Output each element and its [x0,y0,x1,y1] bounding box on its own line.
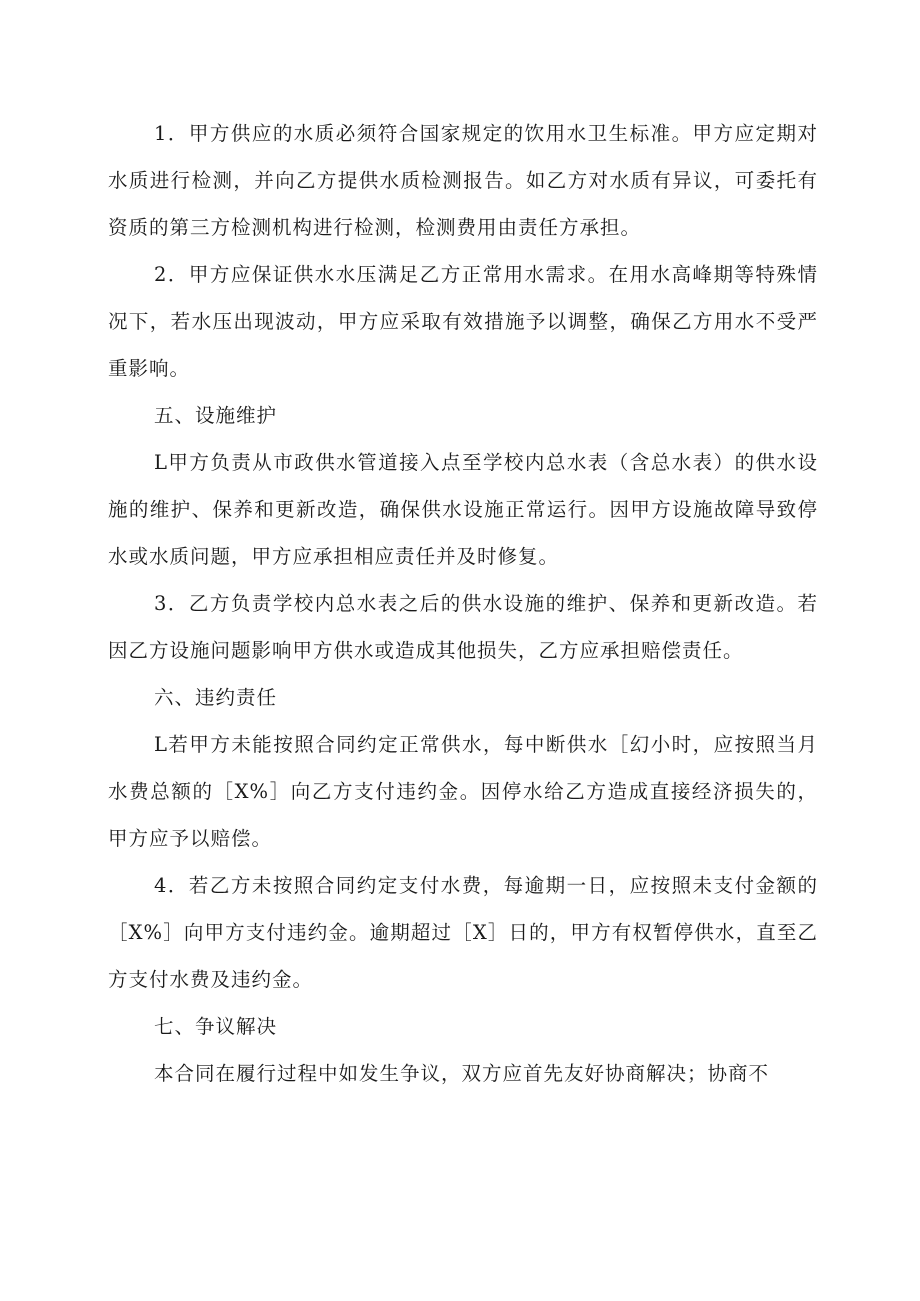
clause-party-b-maintenance: 3．乙方负责学校内总水表之后的供水设施的维护、保养和更新改造。若因乙方设施问题影响甲方供水或造成其他损失，乙方应承担赔偿责任。 [108,592,818,662]
section-heading-facility-maintenance: 五、设施维护 [154,404,278,427]
clause-dispute-resolution: 本合同在履行过程中如发生争议，双方应首先友好协商解决；协商不 [154,1062,770,1085]
clause-party-a-maintenance: L甲方负责从市政供水管道接入点至学校内总水表（含总水表）的供水设施的维护、保养和更新改造，确保供水设施正常运行。因甲方设施故障导致停水或水质问题，甲方应承担相应责任并及时修复。 [108,451,818,568]
clause-water-pressure: 2．甲方应保证供水水压满足乙方正常用水需求。在用水高峰期等特殊情况下，若水压出现波动，甲方应采取有效措施予以调整，确保乙方用水不受严重影响。 [108,263,818,380]
clause-party-b-breach: 4．若乙方未按照合同约定支付水费，每逾期一日，应按照未支付金额的［X%］向甲方支付违约金。逾期超过［X］日的，甲方有权暂停供水，直至乙方支付水费及违约金。 [108,874,818,991]
clause-water-quality: 1．甲方供应的水质必须符合国家规定的饮用水卫生标准。甲方应定期对水质进行检测，并向乙方提供水质检测报告。如乙方对水质有异议，可委托有资质的第三方检测机构进行检测，检测费用由责任方承担。 [108,122,818,239]
document-body [108,110,818,1097]
section-heading-liability: 六、违约责任 [154,686,278,709]
section-heading-dispute-resolution: 七、争议解决 [154,1015,278,1038]
clause-party-a-breach: L若甲方未能按照合同约定正常供水，每中断供水［幻小时，应按照当月水费总额的［X%］向乙方支付违约金。因停水给乙方造成直接经济损失的，甲方应予以赔偿。 [108,733,818,850]
